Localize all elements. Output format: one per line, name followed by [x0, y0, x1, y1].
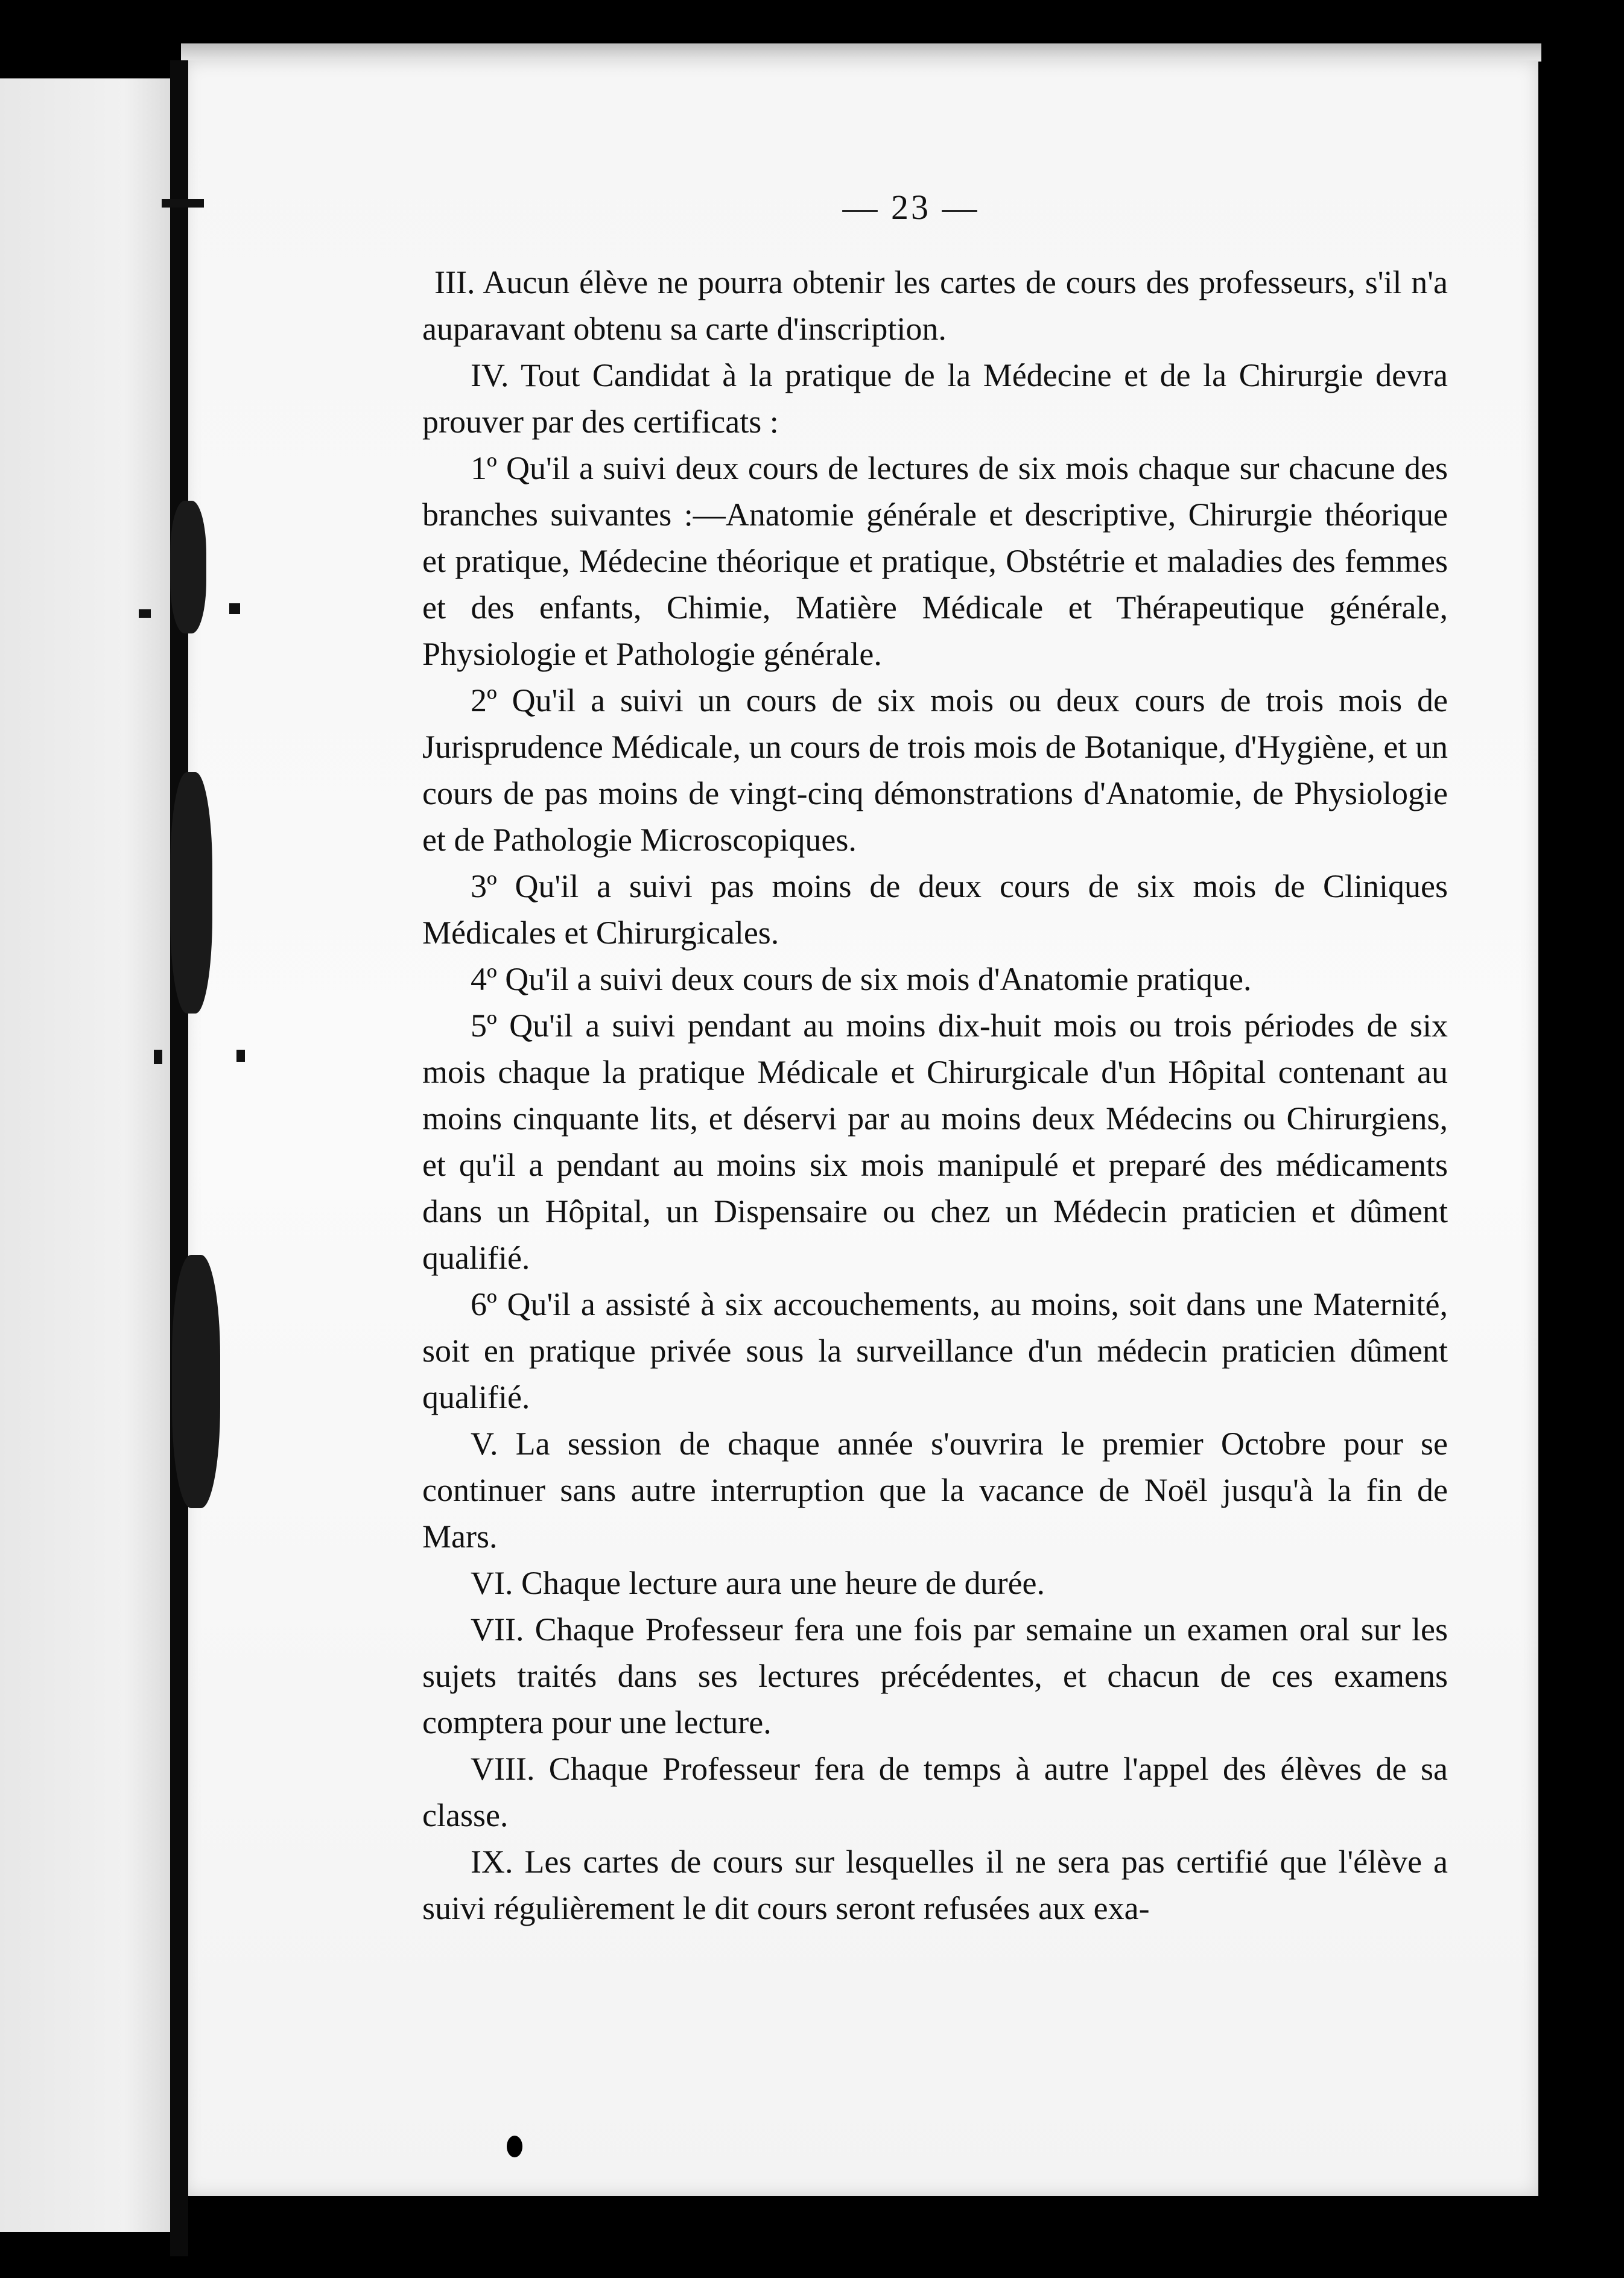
margin-mark	[229, 603, 240, 614]
margin-mark	[236, 1050, 245, 1062]
margin-mark	[154, 1050, 162, 1064]
paragraph: 6º Qu'il a assisté à six accouchements, au moins, soit dans une Maternité, soit en pratique privée sous la surveillance d'un médecin praticien dûment qualifié.	[422, 1286, 1448, 1415]
paragraph: VI. Chaque lecture aura une heure de durée.	[471, 1565, 1045, 1601]
binding-mark	[162, 199, 204, 208]
paragraph: 3º Qu'il a suivi pas moins de deux cours de six mois de Cliniques Médicales et Chirurgicales.	[422, 868, 1448, 951]
paragraph: V. La session de chaque année s'ouvrira le premier Octobre pour se continuer sans autre interruption que la vacance de Noël jusqu'à la fin de Mars.	[422, 1426, 1448, 1555]
paragraph: VIII. Chaque Professeur fera de temps à autre l'appel des élèves de sa classe.	[422, 1751, 1448, 1833]
paragraph: III. Aucun élève ne pourra obtenir les cartes de cours des professeurs, s'il n'a auparavant obtenu sa carte d'inscription.	[422, 264, 1448, 347]
paragraph: 1º Qu'il a suivi deux cours de lectures de six mois chaque sur chacune des branches suivantes :—Anatomie générale et descriptive, Chirurgie théorique et pratique, Médecine théorique et pratique, Obstétrie et maladies des femmes et des enfants, Chimie, Matière Médicale et Thérapeutique générale, Physiologie et Pathologie générale.	[422, 450, 1448, 672]
page-top-edge	[181, 43, 1541, 62]
margin-mark	[139, 609, 151, 618]
binding-tear	[170, 772, 212, 1014]
paragraph: 4º Qu'il a suivi deux cours de six mois d'Anatomie pratique.	[471, 961, 1252, 997]
binding-tear	[170, 501, 206, 633]
paragraph: 2º Qu'il a suivi un cours de six mois ou deux cours de trois mois de Jurisprudence Médicale, un cours de trois mois de Botanique, d'Hygiène, et un cours de pas moins de vingt-cinq démonstrations d'Anatomie, de Physiologie et de Pathologie Microscopiques.	[422, 682, 1448, 858]
paragraph: IV. Tout Candidat à la pratique de la Médecine et de la Chirurgie devra prouver par des certificats :	[422, 357, 1448, 440]
ink-dot	[507, 2136, 522, 2157]
facing-page-edge	[0, 78, 178, 2232]
book-gutter	[170, 60, 188, 2256]
paragraph: 5º Qu'il a suivi pendant au moins dix-huit mois ou trois périodes de six mois chaque la pratique Médicale et Chirurgicale d'un Hôpital contenant au moins cinquante lits, et déservi par au moins deux Médecins ou Chirurgiens, et qu'il a pendant au moins six mois manipulé et preparé des médicaments dans un Hôpital, un Dispensaire ou chez un Médecin praticien et dûment qualifié.	[422, 1007, 1448, 1276]
binding-tear	[172, 1255, 220, 1508]
body-text	[422, 259, 1448, 1932]
paragraph: IX. Les cartes de cours sur lesquelles il ne sera pas certifié que l'élève a suivi régulièrement le dit cours seront refusées aux exa-	[422, 1844, 1448, 1926]
page-number: — 23 —	[842, 188, 980, 227]
paragraph: VII. Chaque Professeur fera une fois par semaine un examen oral sur les sujets traités dans ses lectures précédentes, et chacun de ces examens comptera pour une lecture.	[422, 1611, 1448, 1740]
